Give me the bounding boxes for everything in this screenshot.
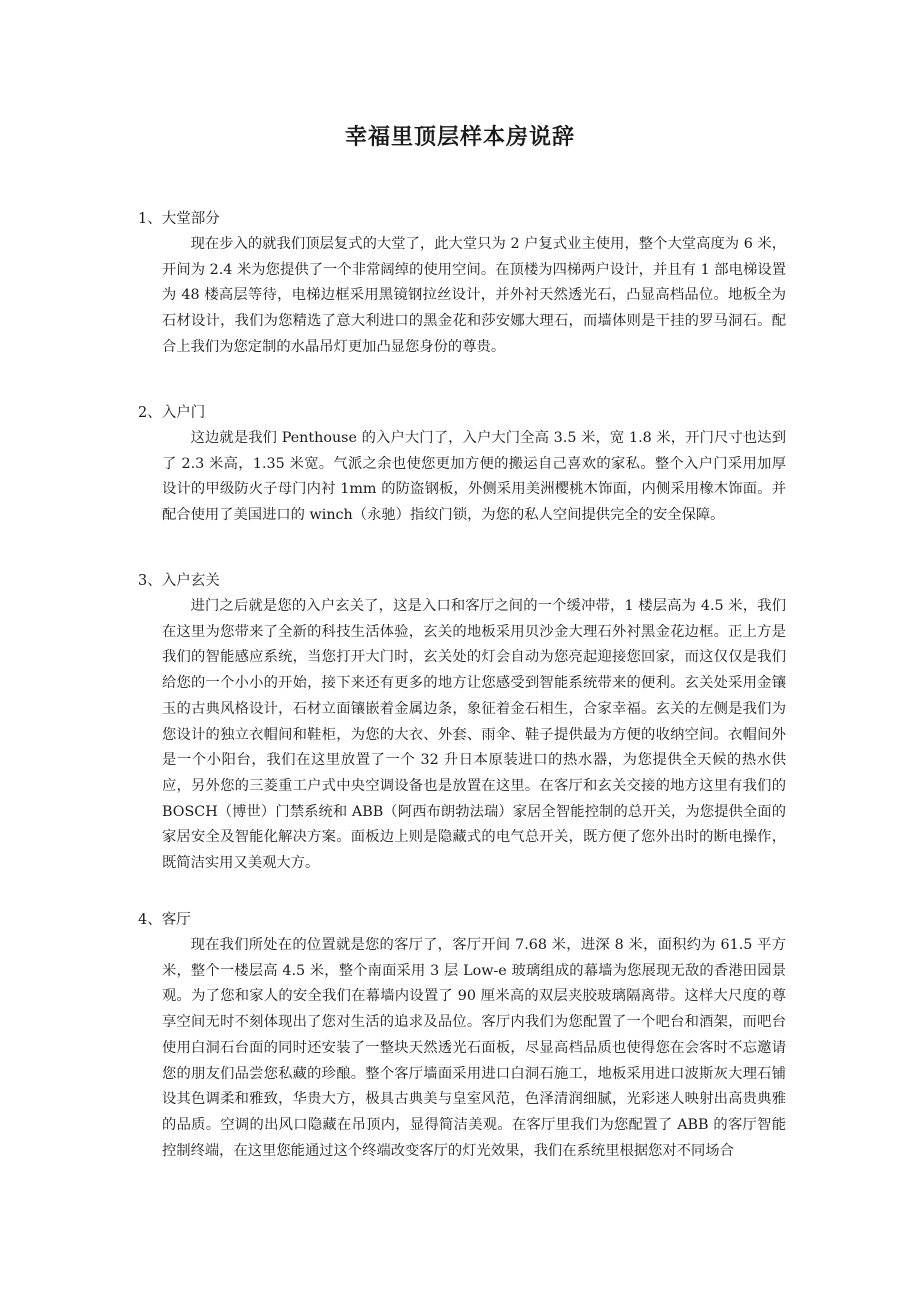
section-heading: 3、入户玄关 — [138, 573, 220, 589]
section-paragraph: 现在步入的就我们顶层复式的大堂了，此大堂只为 2 户复式业主使用，整个大堂高度为 6 米，开间为 2.4 米为您提供了一个非常阔绰的使用空间。在顶楼为四梯两户设计，并且有 1 部电梯设置为 48 楼高层等待，电梯边框采用黑镜钢拉丝设计，并外衬天然透光石，凸显高档品位。地板全为石材设计，我们为您精选了意大利进口的黑金花和莎安娜大理石，而墙体则是干挂的罗马洞石。配合上我们为您定制的水晶吊灯更加凸显您身份的尊贵。 — [162, 236, 786, 355]
section-paragraph: 这边就是我们 Penthouse 的入户大门了，入户大门全高 3.5 米，宽 1.8 米，开门尺寸也达到了 2.3 米高，1.35 米宽。气派之余也使您更加方便的搬运自己喜欢的家私。整个入户门采用加厚设计的甲级防火子母门内衬 1mm 的防盗钢板，外侧采用美洲樱桃木饰面，内侧采用橡木饰面。并配合使用了美国进口的 winch（永驰）指纹门锁，为您的私人空间提供完全的安全保障。 — [162, 430, 786, 524]
section-entrance-foyer — [138, 569, 786, 877]
section-living-room — [138, 908, 786, 1164]
section-entrance-door — [138, 401, 786, 529]
section-heading: 4、客厅 — [138, 912, 191, 928]
section-lobby — [138, 207, 786, 361]
section-heading: 1、大堂部分 — [138, 211, 220, 227]
section-paragraph: 进门之后就是您的入户玄关了，这是入口和客厅之间的一个缓冲带，1 楼层高为 4.5 米，我们在这里为您带来了全新的科技生活体验，玄关的地板采用贝沙金大理石外衬黑金花边框。正上方是我们的智能感应系统，当您打开大门时，玄关处的灯会自动为您亮起迎接您回家，而这仅仅是我们给您的一个小小的开始，接下来还有更多的地方让您感受到智能系统带来的便利。玄关处采用金镶玉的古典风格设计，石材立面镶嵌着金属边条，象征着金石相生，合家幸福。玄关的左侧是我们为您设计的独立衣帽间和鞋柜，为您的大衣、外套、雨伞、鞋子提供最为方便的收纳空间。衣帽间外是一个小阳台，我们在这里放置了一个 32 升日本原装进口的热水器，为您提供全天候的热水供应，另外您的三菱重工户式中央空调设备也是放置在这里。在客厅和玄关交接的地方这里有我们的 BOSCH（博世）门禁系统和 ABB（阿西布朗勃法瑞）家居全智能控制的总开关，为您提供全面的家居安全及智能化解决方案。面板边上则是隐藏式的电气总开关，既方便了您外出时的断电操作，既简洁实用又美观大方。 — [162, 598, 786, 872]
section-heading: 2、入户门 — [138, 405, 206, 421]
section-paragraph: 现在我们所处在的位置就是您的客厅了，客厅开间 7.68 米，进深 8 米，面积约为 61.5 平方米，整个一楼层高 4.5 米，整个南面采用 3 层 Low-e 玻璃组成的幕墙为您展现无敌的香港田园景观。为了您和家人的安全我们在幕墙内设置了 90 厘米高的双层夹胶玻璃隔离带。这样大尺度的尊享空间无时不刻体现出了您对生活的追求及品位。客厅内我们为您配置了一个吧台和酒架，而吧台使用白洞石台面的同时还安装了一整块天然透光石面板，尽显高档品质也使得您在会客时不忘邀请您的朋友们品尝您私藏的珍酿。整个客厅墙面采用进口白洞石施工，地板采用进口波斯灰大理石铺设其色调柔和雅致，华贵大方，极具古典美与皇室风范，色泽清润细腻，光彩迷人映射出高贵典雅的品质。空调的出风口隐藏在吊顶内，显得简洁美观。在客厅里我们为您配置了 ABB 的客厅智能控制终端，在这里您能通过这个终端改变客厅的灯光效果，我们在系统里根据您对不同场合 — [162, 937, 786, 1159]
document-title: 幸福里顶层样本房说辞 — [344, 125, 575, 150]
